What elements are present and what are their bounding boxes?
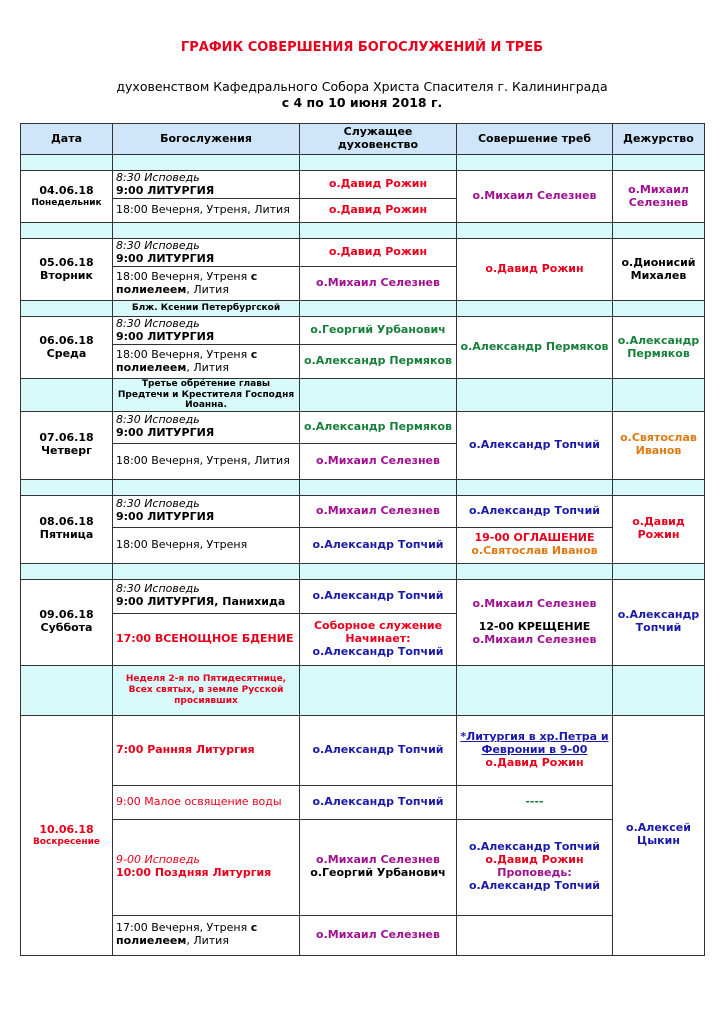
date: 07.06.18 <box>39 431 94 445</box>
service-cell <box>113 239 300 267</box>
starts-priest: о.Александр Топчий <box>312 644 444 658</box>
rites-cell: о.Александр Пермяков <box>457 317 613 379</box>
sermon-priest: о.Александр Топчий <box>469 879 600 893</box>
rites-cell <box>457 819 613 915</box>
duty-cell: о.Александр Пермяков <box>613 317 705 379</box>
service-cell <box>113 171 300 199</box>
header-services: Богослужения <box>113 124 300 155</box>
date-cell <box>21 171 113 223</box>
feast-label: Неделя 2-я по Пятидесятнице, Всех святых, в земле Русской просиявших <box>113 665 300 715</box>
vespers-text: 18:00 Вечерня, Утреня <box>116 269 251 283</box>
service-cell: 18:00 Вечерня, Утреня, Лития <box>113 199 300 223</box>
clergy-cell: о.Давид Рожин <box>300 239 457 267</box>
date: 09.06.18 <box>39 608 94 622</box>
catechesis-priest: о.Святослав Иванов <box>471 544 598 558</box>
confession-time: 8:30 Исповедь <box>116 413 200 427</box>
baptism-priest: о.Михаил Селезнев <box>472 632 597 646</box>
rites-cell: о.Михаил Селезнев <box>457 171 613 223</box>
duty-cell: о.Дионисий Михалев <box>613 239 705 301</box>
vespers-text: 18:00 Вечерня, Утреня <box>116 347 251 361</box>
feast-row <box>21 301 705 317</box>
vespers-litia: , Лития <box>186 934 229 948</box>
header-clergy: Служащее духовенство <box>300 124 457 155</box>
date-cell <box>21 317 113 379</box>
service-cell: 18:00 Вечерня, Утреня <box>113 527 300 563</box>
feast-row <box>21 379 705 412</box>
feast-label: Блж. Ксении Петербургской <box>113 301 300 317</box>
weekday: Понедельник <box>31 197 102 208</box>
confession-time: 8:30 Исповедь <box>116 582 200 596</box>
rites-cell: о.Александр Топчий <box>457 495 613 527</box>
clergy-cell: о.Александр Топчий <box>300 527 457 563</box>
rites-cell: о.Александр Топчий <box>457 411 613 479</box>
clergy-cell: о.Александр Топчий <box>300 785 457 819</box>
period: с 4 по 10 июня 2018 г. <box>281 95 443 110</box>
table-row <box>21 495 705 527</box>
confession-time: 8:30 Исповедь <box>116 316 200 330</box>
vespers-text: 17:00 Вечерня, Утреня <box>116 921 251 935</box>
liturgy-time: 9:00 ЛИТУРГИЯ <box>116 426 215 440</box>
rites-cell: ---- <box>457 785 613 819</box>
service-cell <box>113 495 300 527</box>
sermon-label: Проповедь: <box>497 866 572 880</box>
rites-cell: о.Давид Рожин <box>457 239 613 301</box>
clergy-cell <box>300 613 457 665</box>
spacer-row <box>21 563 705 579</box>
liturgy-time: 9:00 ЛИТУРГИЯ <box>116 251 215 265</box>
clergy-cell: о.Александр Пермяков <box>300 345 457 379</box>
date: 06.06.18 <box>39 333 94 347</box>
weekday: Четверг <box>41 444 92 458</box>
duty-cell: о.Александр Топчий <box>613 579 705 665</box>
service-cell <box>113 819 300 915</box>
clergy-cell: о.Давид Рожин <box>300 199 457 223</box>
service-cell: 17:00 ВСЕНОЩНОЕ БДЕНИЕ <box>113 613 300 665</box>
vespers-polyeleos: полиелеем <box>116 934 187 948</box>
service-cell <box>113 267 300 301</box>
petra-fevronia-liturgy: *Литургия в хр.Петра и Февронии в 9-00 <box>460 729 609 756</box>
vespers-litia: , Лития <box>186 360 229 374</box>
header-date: Дата <box>21 124 113 155</box>
clergy-cell: о.Георгий Урбанович <box>300 317 457 345</box>
service-cell: 9:00 Малое освящение воды <box>113 785 300 819</box>
vespers-litia: , Лития <box>186 282 229 296</box>
clergy-cell: о.Давид Рожин <box>300 171 457 199</box>
page-title: ГРАФИК СОВЕРШЕНИЯ БОГОСЛУЖЕНИЙ И ТРЕБ <box>180 40 544 55</box>
service-cell <box>113 915 300 955</box>
starts-label: Начинает: <box>345 631 411 645</box>
table-row <box>21 171 705 199</box>
vespers-with: с <box>250 347 258 361</box>
header-row <box>21 124 705 155</box>
clergy-2: о.Георгий Урбанович <box>310 866 446 880</box>
duty-cell: о.Давид Рожин <box>613 495 705 563</box>
table-row <box>21 819 705 915</box>
spacer-row <box>21 155 705 171</box>
confession-time: 8:30 Исповедь <box>116 238 200 252</box>
weekday: Пятница <box>39 528 94 542</box>
date-cell <box>21 411 113 479</box>
liturgy-time: 9:00 ЛИТУРГИЯ <box>116 329 215 343</box>
spacer-row <box>21 223 705 239</box>
rites-priest: о.Михаил Селезнев <box>472 596 597 610</box>
clergy-1: о.Михаил Селезнев <box>316 853 440 867</box>
liturgy-time: 9:00 ЛИТУРГИЯ, Панихида <box>116 595 286 609</box>
confession-time: 8:30 Исповедь <box>116 497 200 511</box>
table-row <box>21 915 705 955</box>
date: 10.06.18 <box>39 822 94 836</box>
rites-cell <box>457 527 613 563</box>
clergy-cell: о.Александр Топчий <box>300 715 457 785</box>
service-cell <box>113 579 300 613</box>
table-row <box>21 579 705 613</box>
vespers-polyeleos: полиелеем <box>116 282 187 296</box>
vespers-with: с <box>250 921 258 935</box>
rites-cell <box>457 915 613 955</box>
date-cell <box>21 715 113 955</box>
service-cell <box>113 345 300 379</box>
duty-cell: о.Михаил Селезнев <box>613 171 705 223</box>
clergy-cell: о.Александр Пермяков <box>300 411 457 443</box>
service-cell <box>113 411 300 443</box>
rites-1: о.Александр Топчий <box>469 840 600 854</box>
clergy-cell: о.Михаил Селезнев <box>300 915 457 955</box>
date: 05.06.18 <box>39 255 94 269</box>
service-cell <box>113 317 300 345</box>
vespers-polyeleos: полиелеем <box>116 360 187 374</box>
rites-cell <box>457 715 613 785</box>
date-cell <box>21 579 113 665</box>
spacer-row <box>21 479 705 495</box>
table-row <box>21 239 705 267</box>
feast-row <box>21 665 705 715</box>
liturgy-time: 9:00 ЛИТУРГИЯ <box>116 510 215 524</box>
table-row <box>21 411 705 443</box>
weekday: Воскресение <box>32 836 101 847</box>
baptism: 12-00 КРЕЩЕНИЕ <box>478 619 591 633</box>
catechesis: 19-00 ОГЛАШЕНИЕ <box>474 531 595 545</box>
date-cell <box>21 495 113 563</box>
confession-time: 8:30 Исповедь <box>116 170 200 184</box>
duty-cell: о.Святослав Иванов <box>613 411 705 479</box>
feast-label: Третье обрéтение главы Предтечи и Крестителя Господня Иоанна. <box>113 379 300 412</box>
table-row <box>21 785 705 819</box>
service-cell: 7:00 Ранняя Литургия <box>113 715 300 785</box>
date-cell <box>21 239 113 301</box>
service-cell: 18:00 Вечерня, Утреня, Лития <box>113 443 300 479</box>
sobor-service: Соборное служение <box>313 618 443 632</box>
liturgy-time: 9:00 ЛИТУРГИЯ <box>116 183 215 197</box>
confession-time: 9-00 Исповедь <box>116 853 200 867</box>
duty-cell: о.Алексей Цыкин <box>613 715 705 955</box>
clergy-cell: о.Михаил Селезнев <box>300 443 457 479</box>
rites-cell <box>457 579 613 665</box>
clergy-cell: о.Михаил Селезнев <box>300 267 457 301</box>
date: 08.06.18 <box>39 515 94 529</box>
table-row <box>21 527 705 563</box>
vespers-with: с <box>250 269 258 283</box>
weekday: Вторник <box>40 268 93 282</box>
header-duty: Дежурство <box>613 124 705 155</box>
late-liturgy: 10:00 Поздняя Литургия <box>116 866 272 880</box>
table-row <box>21 317 705 345</box>
clergy-cell: о.Михаил Селезнев <box>300 495 457 527</box>
table-row <box>21 715 705 785</box>
clergy-cell: о.Александр Топчий <box>300 579 457 613</box>
page-subtitle: духовенством Кафедрального Собора Христа Спасителя г. Калининграда <box>116 79 608 94</box>
liturgy-priest: о.Давид Рожин <box>485 755 584 769</box>
date: 04.06.18 <box>39 183 94 197</box>
rites-2: о.Давид Рожин <box>485 853 584 867</box>
weekday: Суббота <box>40 621 93 635</box>
clergy-cell <box>300 819 457 915</box>
schedule-table <box>20 123 705 956</box>
weekday: Среда <box>46 346 87 360</box>
header-rites: Совершение треб <box>457 124 613 155</box>
